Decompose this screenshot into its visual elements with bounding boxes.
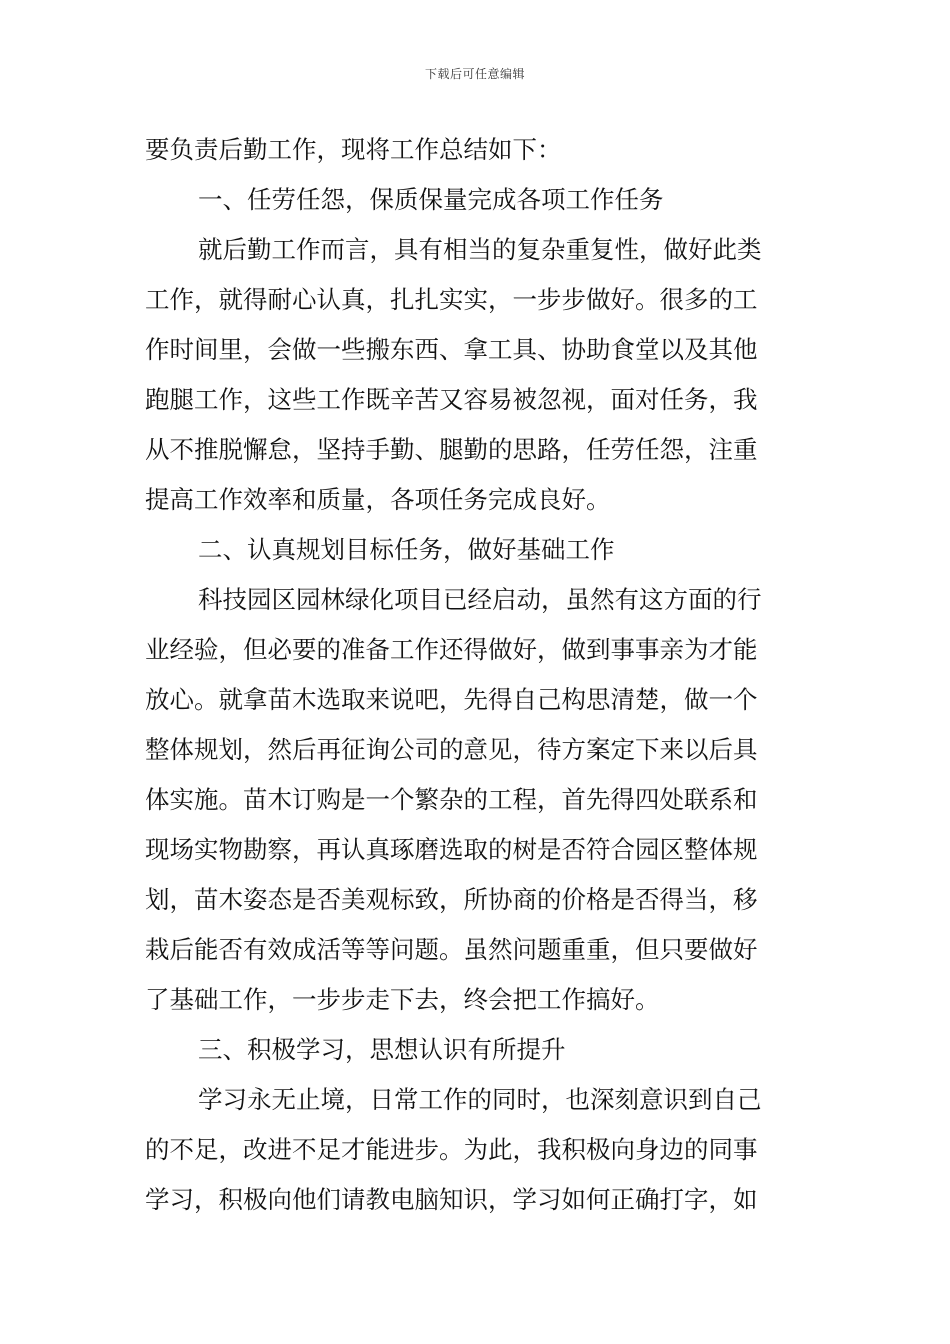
text-line: 整体规划，然后再征询公司的意见，待方案定下来以后具 [145, 735, 758, 764]
text-line: 了基础工作，一步步走下去，终会把工作搞好。 [145, 985, 660, 1014]
text-line: 作时间里，会做一些搬东西、拿工具、协助食堂以及其他 [145, 335, 758, 364]
text-line: 提高工作效率和质量，各项任务完成良好。 [145, 485, 611, 514]
page-header: 下载后可任意编辑 [424, 67, 525, 81]
text-line: 现场实物勘察，再认真琢磨选取的树是否符合园区整体规 [145, 835, 758, 864]
text-line: 的不足，改进不足才能进步。为此，我积极向身边的同事 [145, 1135, 758, 1164]
section-heading: 一、任劳任怨，保质保量完成各项工作任务 [198, 185, 664, 214]
text-line: 工作，就得耐心认真，扎扎实实，一步步做好。很多的工 [145, 285, 758, 314]
text-line: 放心。就拿苗木选取来说吧，先得自己构思清楚，做一个 [145, 685, 758, 714]
document-body [145, 125, 809, 1225]
text-line: 要负责后勤工作，现将工作总结如下： [145, 135, 562, 164]
text-line: 跑腿工作，这些工作既辛苦又容易被忽视，面对任务，我 [145, 385, 758, 414]
section-heading: 二、认真规划目标任务，做好基础工作 [198, 535, 615, 564]
text-line: 栽后能否有效成活等等问题。虽然问题重重，但只要做好 [145, 935, 758, 964]
text-line: 学习永无止境，日常工作的同时，也深刻意识到自己 [198, 1085, 762, 1114]
text-line: 就后勤工作而言，具有相当的复杂重复性，做好此类 [198, 235, 762, 264]
text-line: 从不推脱懈怠，坚持手勤、腿勤的思路，任劳任怨，注重 [145, 435, 758, 464]
section-heading: 三、积极学习，思想认识有所提升 [198, 1035, 566, 1064]
text-line: 业经验，但必要的准备工作还得做好，做到事事亲为才能 [145, 635, 758, 664]
text-line: 划，苗木姿态是否美观标致，所协商的价格是否得当，移 [145, 885, 758, 914]
text-line: 学习，积极向他们请教电脑知识，学习如何正确打字，如 [145, 1185, 758, 1214]
text-line: 体实施。苗木订购是一个繁杂的工程，首先得四处联系和 [145, 785, 758, 814]
text-line: 科技园区园林绿化项目已经启动，虽然有这方面的行 [198, 585, 762, 614]
